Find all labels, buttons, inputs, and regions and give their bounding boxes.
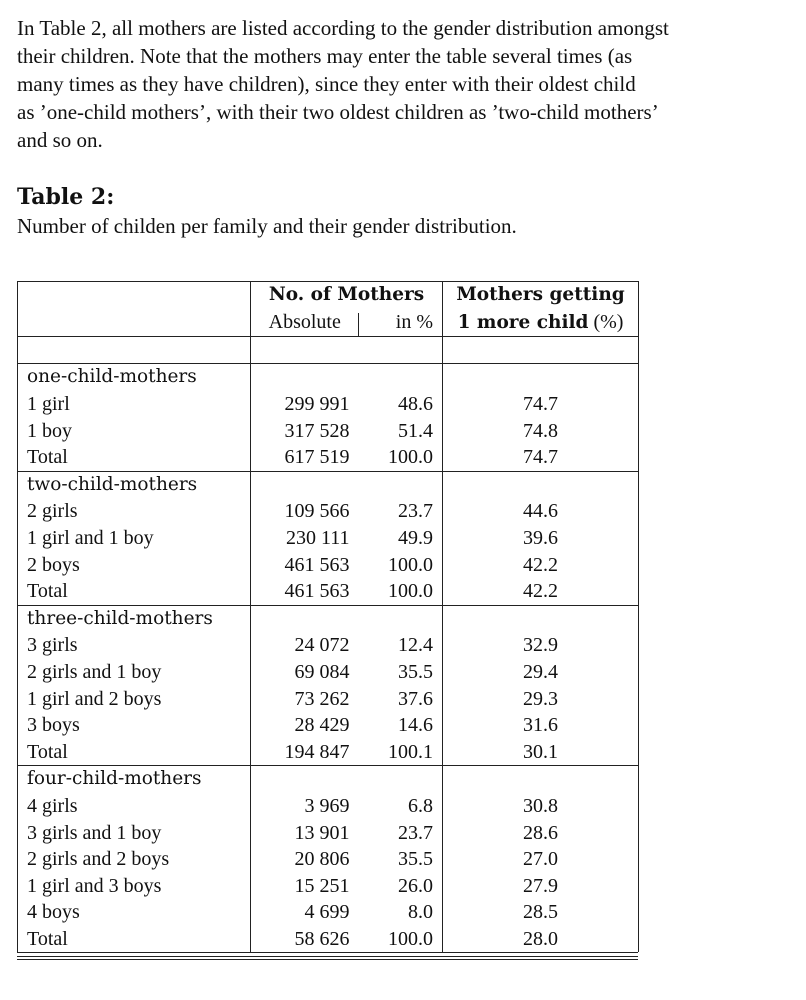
- percent-value: 37.6: [398, 687, 434, 710]
- row-label: 4 boys: [18, 899, 251, 926]
- rule-cell: [251, 336, 359, 364]
- total-row: [18, 926, 639, 953]
- gender-distribution-table: [17, 281, 639, 952]
- header-absolute-label: Absolute: [268, 311, 341, 334]
- table-row: [18, 872, 639, 899]
- group-header-row: [18, 766, 639, 793]
- empty-cell: [251, 766, 359, 793]
- more-child-value: 30.8: [443, 793, 639, 820]
- table-row: [18, 685, 639, 712]
- row-label: 3 girls and 1 boy: [18, 819, 251, 846]
- table-row: [18, 551, 639, 578]
- percent-value: 100.0: [388, 446, 434, 469]
- absolute-value: 461 563: [251, 578, 359, 605]
- empty-cell: [251, 364, 359, 391]
- empty-cell: [359, 364, 443, 391]
- header-one-more-child-bold: 1 more child: [457, 311, 589, 333]
- table-row: [18, 391, 639, 418]
- percent-value: 48.6: [398, 393, 434, 416]
- header-empty-cell: [18, 282, 251, 309]
- percent-value: 49.9: [398, 527, 434, 550]
- absolute-value: 58 626: [251, 926, 359, 953]
- table-row: [18, 498, 639, 525]
- percent-value: 23.7: [398, 500, 434, 523]
- table-body: [18, 364, 639, 953]
- absolute-value: 461 563: [251, 551, 359, 578]
- row-label: 1 girl: [18, 391, 251, 418]
- total-row: [18, 444, 639, 471]
- absolute-value: 73 262: [251, 685, 359, 712]
- empty-cell: [443, 471, 639, 498]
- percent-value: 100.0: [388, 553, 434, 576]
- absolute-value: 4 699: [251, 899, 359, 926]
- empty-cell: [443, 364, 639, 391]
- row-label: 1 girl and 3 boys: [18, 872, 251, 899]
- rule-cell: [359, 336, 443, 364]
- row-label: 3 girls: [18, 632, 251, 659]
- intro-line: as ’one-child mothers’, with their two oldest children as ’two-child mothers’: [17, 100, 659, 124]
- group-header-row: [18, 364, 639, 391]
- table-row: [18, 899, 639, 926]
- absolute-value: 109 566: [251, 498, 359, 525]
- more-child-value: 39.6: [443, 525, 639, 552]
- more-child-value: 42.2: [443, 578, 639, 605]
- more-child-value: 27.9: [443, 872, 639, 899]
- more-child-value: 28.5: [443, 899, 639, 926]
- total-row: [18, 739, 639, 766]
- row-label: 2 girls and 2 boys: [18, 846, 251, 873]
- percent-value: 100.0: [388, 927, 434, 950]
- percent-value: 26.0: [398, 874, 434, 897]
- table-row: [18, 846, 639, 873]
- more-child-value: 29.4: [443, 659, 639, 686]
- intro-paragraph: [17, 14, 787, 154]
- empty-cell: [359, 766, 443, 793]
- more-child-value: 42.2: [443, 551, 639, 578]
- percent-value: 100.0: [388, 580, 434, 603]
- more-child-value: 29.3: [443, 685, 639, 712]
- row-label: 2 girls and 1 boy: [18, 659, 251, 686]
- absolute-value: 28 429: [251, 712, 359, 739]
- rule-cell: [18, 336, 251, 364]
- header-mothers-getting: Mothers getting: [443, 282, 639, 309]
- empty-cell: [359, 471, 443, 498]
- header-empty-cell: [18, 309, 251, 337]
- row-label: Total: [18, 739, 251, 766]
- table-row: [18, 819, 639, 846]
- header-row-1: [18, 282, 639, 309]
- row-label: 3 boys: [18, 712, 251, 739]
- row-label: Total: [18, 578, 251, 605]
- absolute-value: 69 084: [251, 659, 359, 686]
- more-child-value: 44.6: [443, 498, 639, 525]
- rule-cell: [443, 336, 639, 364]
- percent-value: 6.8: [408, 794, 434, 817]
- table-caption-label: Table 2:: [17, 184, 115, 210]
- intro-line: In Table 2, all mothers are listed according to the gender distribution amongst: [17, 16, 669, 40]
- group-name: four-child-mothers: [18, 766, 251, 793]
- empty-cell: [443, 605, 639, 632]
- more-child-value: 74.7: [443, 444, 639, 471]
- group-header-row: [18, 471, 639, 498]
- absolute-value: 13 901: [251, 819, 359, 846]
- more-child-value: 74.8: [443, 417, 639, 444]
- percent-value: 12.4: [398, 634, 434, 657]
- table-row: [18, 417, 639, 444]
- absolute-value: 20 806: [251, 846, 359, 873]
- group-name: two-child-mothers: [18, 471, 251, 498]
- more-child-value: 31.6: [443, 712, 639, 739]
- header-tick-rule: [358, 313, 359, 336]
- empty-cell: [251, 471, 359, 498]
- gender-distribution-table-container: [17, 281, 638, 963]
- table-row: [18, 525, 639, 552]
- header-in-percent: in %: [359, 309, 443, 337]
- percent-value: 35.5: [398, 848, 434, 871]
- row-label: 1 girl and 2 boys: [18, 685, 251, 712]
- row-label: Total: [18, 444, 251, 471]
- header-double-rule: [18, 336, 639, 364]
- empty-cell: [443, 766, 639, 793]
- table-bottom-rules: [17, 952, 638, 963]
- percent-value: 23.7: [398, 821, 434, 844]
- row-label: 4 girls: [18, 793, 251, 820]
- group-header-row: [18, 605, 639, 632]
- intro-line: and so on.: [17, 128, 103, 152]
- total-row: [18, 578, 639, 605]
- percent-value: 100.1: [388, 740, 434, 763]
- header-row-2: [18, 309, 639, 337]
- table-row: [18, 793, 639, 820]
- absolute-value: 15 251: [251, 872, 359, 899]
- intro-line: many times as they have children), since they enter with their oldest child: [17, 72, 636, 96]
- absolute-value: 230 111: [251, 525, 359, 552]
- table-caption-text: Number of childen per family and their gender distribution.: [17, 214, 517, 238]
- header-no-of-mothers: No. of Mothers: [251, 282, 443, 309]
- absolute-value: 617 519: [251, 444, 359, 471]
- group-name: three-child-mothers: [18, 605, 251, 632]
- group-name: one-child-mothers: [18, 364, 251, 391]
- percent-value: 35.5: [398, 661, 434, 684]
- intro-line: their children. Note that the mothers may enter the table several times (as: [17, 44, 633, 68]
- more-child-value: 27.0: [443, 846, 639, 873]
- empty-cell: [359, 605, 443, 632]
- absolute-value: 299 991: [251, 391, 359, 418]
- header-one-more-child: [443, 309, 639, 337]
- absolute-value: 3 969: [251, 793, 359, 820]
- percent-value: 14.6: [398, 714, 434, 737]
- more-child-value: 32.9: [443, 632, 639, 659]
- more-child-value: 30.1: [443, 739, 639, 766]
- more-child-value: 28.0: [443, 926, 639, 953]
- table-row: [18, 659, 639, 686]
- absolute-value: 24 072: [251, 632, 359, 659]
- row-label: 2 girls: [18, 498, 251, 525]
- more-child-value: 74.7: [443, 391, 639, 418]
- row-label: 1 boy: [18, 417, 251, 444]
- percent-value: 8.0: [408, 901, 434, 924]
- absolute-value: 194 847: [251, 739, 359, 766]
- more-child-value: 28.6: [443, 819, 639, 846]
- empty-cell: [251, 605, 359, 632]
- percent-value: 51.4: [398, 419, 434, 442]
- table-row: [18, 712, 639, 739]
- table-row: [18, 632, 639, 659]
- row-label: 1 girl and 1 boy: [18, 525, 251, 552]
- row-label: Total: [18, 926, 251, 953]
- row-label: 2 boys: [18, 551, 251, 578]
- header-absolute: [251, 309, 359, 337]
- absolute-value: 317 528: [251, 417, 359, 444]
- header-one-more-child-unit: (%): [588, 310, 624, 333]
